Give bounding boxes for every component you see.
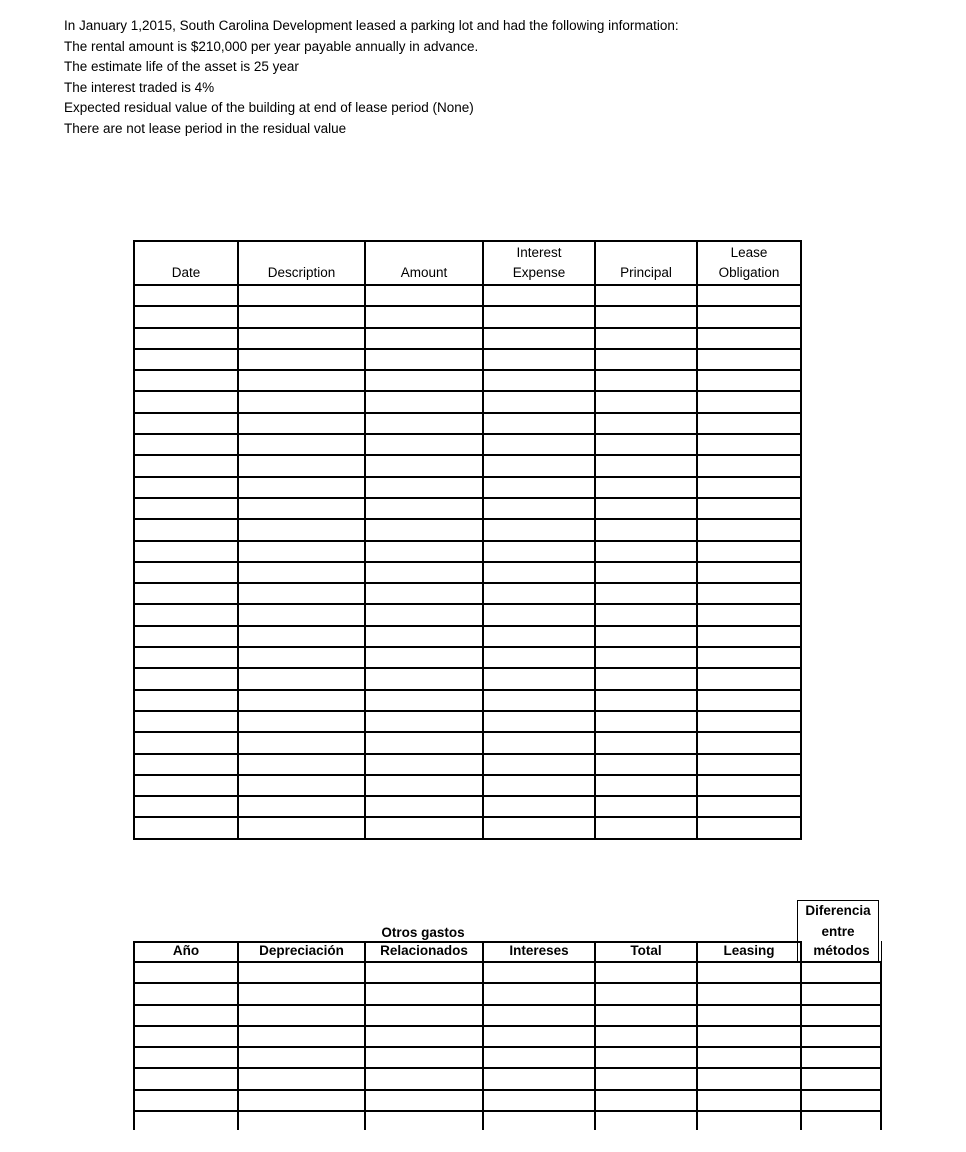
empty-cell[interactable]: [596, 520, 698, 541]
empty-cell[interactable]: [596, 307, 698, 328]
empty-cell[interactable]: [366, 984, 484, 1005]
table-row: [135, 414, 802, 435]
empty-cell[interactable]: [135, 584, 239, 605]
intro-line: The rental amount is $210,000 per year payable annually in advance.: [64, 38, 479, 54]
lease-table-header: [135, 242, 802, 286]
empty-cell[interactable]: [802, 984, 882, 1005]
empty-cell[interactable]: [366, 435, 484, 456]
empty-cell[interactable]: [366, 307, 484, 328]
problem-statement: [64, 16, 679, 140]
compare-table-header: [135, 941, 882, 963]
intro-line: In January 1,2015, South Carolina Development leased a parking lot and had the following information:: [64, 18, 679, 33]
empty-cell[interactable]: [698, 584, 802, 605]
empty-cell[interactable]: [596, 542, 698, 563]
empty-cell[interactable]: [484, 712, 596, 733]
empty-cell[interactable]: [698, 1006, 802, 1027]
empty-cell[interactable]: [484, 371, 596, 392]
empty-cell[interactable]: [596, 350, 698, 371]
empty-cell[interactable]: [239, 1048, 366, 1069]
empty-cell[interactable]: [596, 478, 698, 499]
table-row: [135, 963, 882, 984]
empty-cell[interactable]: [698, 286, 802, 307]
table-row: [135, 605, 802, 626]
empty-cell[interactable]: [366, 1006, 484, 1027]
empty-cell[interactable]: [366, 605, 484, 626]
empty-cell[interactable]: [484, 520, 596, 541]
empty-cell[interactable]: [596, 797, 698, 818]
empty-cell[interactable]: [366, 1048, 484, 1069]
empty-cell[interactable]: [366, 329, 484, 350]
table-row: [135, 1006, 882, 1027]
empty-cell[interactable]: [239, 648, 366, 669]
method-comparison-table: [133, 941, 882, 1130]
empty-cell[interactable]: [484, 414, 596, 435]
empty-cell[interactable]: [596, 776, 698, 797]
header-description: Description: [239, 242, 366, 286]
empty-cell[interactable]: [239, 605, 366, 626]
empty-cell[interactable]: [596, 1027, 698, 1048]
empty-cell[interactable]: [596, 963, 698, 984]
empty-cell[interactable]: [239, 350, 366, 371]
empty-cell[interactable]: [366, 584, 484, 605]
empty-cell[interactable]: [135, 605, 239, 626]
empty-cell[interactable]: [366, 797, 484, 818]
empty-cell[interactable]: [135, 712, 239, 733]
table-row: [135, 1027, 882, 1048]
empty-cell[interactable]: [135, 1069, 239, 1090]
empty-cell[interactable]: [484, 733, 596, 754]
empty-cell[interactable]: [239, 584, 366, 605]
empty-cell[interactable]: [698, 776, 802, 797]
empty-cell[interactable]: [698, 371, 802, 392]
empty-cell[interactable]: [698, 691, 802, 712]
header-depreciacion: Depreciación: [239, 941, 366, 963]
empty-cell[interactable]: [698, 1027, 802, 1048]
empty-cell[interactable]: [698, 963, 802, 984]
empty-cell[interactable]: [698, 329, 802, 350]
empty-cell[interactable]: [484, 499, 596, 520]
empty-cell[interactable]: [239, 1006, 366, 1027]
empty-cell[interactable]: [366, 350, 484, 371]
empty-cell[interactable]: [135, 984, 239, 1005]
empty-cell[interactable]: [484, 350, 596, 371]
empty-cell[interactable]: [239, 1027, 366, 1048]
empty-cell[interactable]: [366, 478, 484, 499]
empty-cell[interactable]: [802, 1006, 882, 1027]
empty-cell[interactable]: [239, 1112, 366, 1130]
table-row: [135, 371, 802, 392]
empty-cell[interactable]: [484, 329, 596, 350]
empty-cell[interactable]: [698, 435, 802, 456]
empty-cell[interactable]: [596, 605, 698, 626]
empty-cell[interactable]: [135, 1048, 239, 1069]
table-row: [135, 329, 802, 350]
empty-cell[interactable]: [484, 669, 596, 690]
empty-cell[interactable]: [596, 435, 698, 456]
empty-cell[interactable]: [239, 414, 366, 435]
empty-cell[interactable]: [239, 755, 366, 776]
empty-cell[interactable]: [366, 414, 484, 435]
empty-cell[interactable]: [698, 520, 802, 541]
empty-cell[interactable]: [596, 1006, 698, 1027]
table-row: [135, 542, 802, 563]
empty-cell[interactable]: [484, 648, 596, 669]
empty-cell[interactable]: [484, 776, 596, 797]
empty-cell[interactable]: [239, 1091, 366, 1112]
empty-cell[interactable]: [698, 627, 802, 648]
empty-cell[interactable]: [135, 733, 239, 754]
table-row: [135, 984, 882, 1005]
empty-cell[interactable]: [239, 392, 366, 413]
empty-cell[interactable]: [239, 435, 366, 456]
table-row: [135, 478, 802, 499]
empty-cell[interactable]: [596, 733, 698, 754]
empty-cell[interactable]: [135, 1006, 239, 1027]
intro-line: The estimate life of the asset is 25 year: [64, 59, 299, 75]
empty-cell[interactable]: [698, 307, 802, 328]
empty-cell[interactable]: [366, 755, 484, 776]
empty-cell[interactable]: [484, 627, 596, 648]
table-row: [135, 797, 802, 818]
empty-cell[interactable]: [484, 1006, 596, 1027]
empty-cell[interactable]: [366, 286, 484, 307]
empty-cell[interactable]: [239, 542, 366, 563]
empty-cell[interactable]: [135, 963, 239, 984]
empty-cell[interactable]: [596, 1069, 698, 1090]
empty-cell[interactable]: [698, 712, 802, 733]
empty-cell[interactable]: [698, 350, 802, 371]
empty-cell[interactable]: [135, 563, 239, 584]
header-intereses: Intereses: [484, 941, 596, 963]
empty-cell[interactable]: [484, 563, 596, 584]
empty-cell[interactable]: [698, 1069, 802, 1090]
empty-cell[interactable]: [239, 1069, 366, 1090]
empty-cell[interactable]: [239, 456, 366, 477]
table-row: [135, 392, 802, 413]
empty-cell[interactable]: [484, 286, 596, 307]
empty-cell[interactable]: [239, 818, 366, 839]
empty-cell[interactable]: [484, 1091, 596, 1112]
empty-cell[interactable]: [135, 329, 239, 350]
empty-cell[interactable]: [484, 542, 596, 563]
empty-cell[interactable]: [698, 1048, 802, 1069]
table-row: [135, 776, 802, 797]
empty-cell[interactable]: [135, 1091, 239, 1112]
empty-cell[interactable]: [596, 456, 698, 477]
header-amount: Amount: [366, 242, 484, 286]
empty-cell[interactable]: [135, 414, 239, 435]
empty-cell[interactable]: [484, 478, 596, 499]
empty-cell[interactable]: [484, 963, 596, 984]
empty-cell[interactable]: [596, 584, 698, 605]
intro-line: Expected residual value of the building at end of lease period (None): [64, 100, 474, 116]
table-row: [135, 627, 802, 648]
empty-cell[interactable]: [596, 499, 698, 520]
empty-cell[interactable]: [698, 818, 802, 839]
empty-cell[interactable]: [698, 563, 802, 584]
empty-cell[interactable]: [596, 371, 698, 392]
empty-cell[interactable]: [366, 1091, 484, 1112]
empty-cell[interactable]: [135, 542, 239, 563]
empty-cell[interactable]: [239, 371, 366, 392]
empty-cell[interactable]: [596, 329, 698, 350]
empty-cell[interactable]: [135, 307, 239, 328]
empty-cell[interactable]: [802, 1027, 882, 1048]
table-row: [135, 733, 802, 754]
table-row: [135, 1112, 882, 1130]
empty-cell[interactable]: [484, 1048, 596, 1069]
table-row: [135, 286, 802, 307]
empty-cell[interactable]: [135, 478, 239, 499]
empty-cell[interactable]: [484, 456, 596, 477]
empty-cell[interactable]: [484, 755, 596, 776]
empty-cell[interactable]: [596, 1091, 698, 1112]
empty-cell[interactable]: [239, 691, 366, 712]
empty-cell[interactable]: [484, 435, 596, 456]
table-row: [135, 435, 802, 456]
empty-cell[interactable]: [596, 691, 698, 712]
table-row: [135, 648, 802, 669]
empty-cell[interactable]: [596, 984, 698, 1005]
empty-cell[interactable]: [135, 286, 239, 307]
empty-cell[interactable]: [366, 712, 484, 733]
empty-cell[interactable]: [698, 669, 802, 690]
empty-cell[interactable]: [698, 797, 802, 818]
empty-cell[interactable]: [135, 392, 239, 413]
header-ano: Año: [135, 941, 239, 963]
empty-cell[interactable]: [596, 669, 698, 690]
empty-cell[interactable]: [366, 520, 484, 541]
empty-cell[interactable]: [135, 669, 239, 690]
empty-cell[interactable]: [135, 499, 239, 520]
empty-cell[interactable]: [366, 818, 484, 839]
empty-cell[interactable]: [239, 776, 366, 797]
header-total: Total: [596, 941, 698, 963]
lease-amortization-table: [133, 240, 802, 840]
header-diferencia-metodos: métodos: [802, 941, 882, 963]
empty-cell[interactable]: [596, 712, 698, 733]
empty-cell[interactable]: [366, 627, 484, 648]
diferencia-header: Diferencia entre: [797, 900, 879, 963]
table-row: [135, 584, 802, 605]
empty-cell[interactable]: [366, 1027, 484, 1048]
empty-cell[interactable]: [239, 627, 366, 648]
empty-cell[interactable]: [484, 307, 596, 328]
empty-cell[interactable]: [135, 1112, 239, 1130]
empty-cell[interactable]: [239, 669, 366, 690]
empty-cell[interactable]: [366, 392, 484, 413]
empty-cell[interactable]: [596, 755, 698, 776]
empty-cell[interactable]: [596, 1112, 698, 1130]
table-row: [135, 1091, 882, 1112]
header-principal: Principal: [596, 242, 698, 286]
empty-cell[interactable]: [698, 392, 802, 413]
empty-cell[interactable]: [135, 818, 239, 839]
empty-cell[interactable]: [239, 307, 366, 328]
empty-cell[interactable]: [484, 818, 596, 839]
header-interest-expense: Interest Expense: [484, 242, 596, 286]
empty-cell[interactable]: [135, 350, 239, 371]
table-row: [135, 456, 802, 477]
empty-cell[interactable]: [239, 478, 366, 499]
empty-cell[interactable]: [698, 478, 802, 499]
empty-cell[interactable]: [698, 1091, 802, 1112]
empty-cell[interactable]: [135, 648, 239, 669]
empty-cell[interactable]: [366, 776, 484, 797]
empty-cell[interactable]: [802, 1112, 882, 1130]
empty-cell[interactable]: [596, 627, 698, 648]
empty-cell[interactable]: [239, 797, 366, 818]
empty-cell[interactable]: [802, 963, 882, 984]
table-row: [135, 712, 802, 733]
empty-cell[interactable]: [698, 414, 802, 435]
empty-cell[interactable]: [366, 691, 484, 712]
table-row: [135, 563, 802, 584]
header-date: Date: [135, 242, 239, 286]
table-row: [135, 669, 802, 690]
empty-cell[interactable]: [239, 520, 366, 541]
empty-cell[interactable]: [596, 286, 698, 307]
empty-cell[interactable]: [596, 648, 698, 669]
empty-cell[interactable]: [484, 1027, 596, 1048]
empty-cell[interactable]: [239, 963, 366, 984]
empty-cell[interactable]: [596, 818, 698, 839]
empty-cell[interactable]: [135, 691, 239, 712]
empty-cell[interactable]: [484, 1112, 596, 1130]
empty-cell[interactable]: [239, 733, 366, 754]
empty-cell[interactable]: [596, 414, 698, 435]
empty-cell[interactable]: [239, 563, 366, 584]
empty-cell[interactable]: [698, 755, 802, 776]
table-row: [135, 350, 802, 371]
empty-cell[interactable]: [135, 1027, 239, 1048]
empty-cell[interactable]: [366, 563, 484, 584]
empty-cell[interactable]: [366, 499, 484, 520]
empty-cell[interactable]: [484, 605, 596, 626]
empty-cell[interactable]: [484, 797, 596, 818]
table-row: [135, 520, 802, 541]
table-row: [135, 755, 802, 776]
header-leasing: Leasing: [698, 941, 802, 963]
empty-cell[interactable]: [135, 776, 239, 797]
table-row: [135, 499, 802, 520]
empty-cell[interactable]: [484, 691, 596, 712]
empty-cell[interactable]: [698, 1112, 802, 1130]
empty-cell[interactable]: [698, 733, 802, 754]
table-row: [135, 1048, 882, 1069]
empty-cell[interactable]: [484, 584, 596, 605]
empty-cell[interactable]: [366, 1069, 484, 1090]
otros-gastos-header-line1: Otros gastos: [381, 925, 465, 940]
empty-cell[interactable]: [239, 499, 366, 520]
empty-cell[interactable]: [366, 456, 484, 477]
empty-cell[interactable]: [596, 1048, 698, 1069]
empty-cell[interactable]: [366, 1112, 484, 1130]
empty-cell[interactable]: [366, 733, 484, 754]
table-row: [135, 691, 802, 712]
empty-cell[interactable]: [366, 648, 484, 669]
table-row: [135, 307, 802, 328]
empty-cell[interactable]: [239, 712, 366, 733]
empty-cell[interactable]: [366, 669, 484, 690]
empty-cell[interactable]: [596, 563, 698, 584]
empty-cell[interactable]: [366, 371, 484, 392]
empty-cell[interactable]: [366, 542, 484, 563]
empty-cell[interactable]: [802, 1069, 882, 1090]
header-lease-obligation: Lease Obligation: [698, 242, 802, 286]
empty-cell[interactable]: [802, 1091, 882, 1112]
empty-cell[interactable]: [135, 627, 239, 648]
empty-cell[interactable]: [366, 963, 484, 984]
empty-cell[interactable]: [135, 520, 239, 541]
header-otros-gastos-relacionados: Relacionados: [366, 941, 484, 963]
empty-cell[interactable]: [239, 329, 366, 350]
empty-cell[interactable]: [698, 984, 802, 1005]
table-row: [135, 1069, 882, 1090]
empty-cell[interactable]: [484, 984, 596, 1005]
empty-cell[interactable]: [135, 456, 239, 477]
empty-cell[interactable]: [239, 984, 366, 1005]
intro-line: The interest traded is 4%: [64, 79, 215, 95]
empty-cell[interactable]: [802, 1048, 882, 1069]
intro-line: There are not lease period in the residual value: [64, 120, 347, 136]
empty-cell[interactable]: [484, 1069, 596, 1090]
empty-cell[interactable]: [135, 435, 239, 456]
table-row: [135, 818, 802, 839]
empty-cell[interactable]: [239, 286, 366, 307]
empty-cell[interactable]: [698, 542, 802, 563]
empty-cell[interactable]: [698, 648, 802, 669]
empty-cell[interactable]: [596, 392, 698, 413]
empty-cell[interactable]: [135, 797, 239, 818]
empty-cell[interactable]: [135, 371, 239, 392]
empty-cell[interactable]: [135, 755, 239, 776]
empty-cell[interactable]: [698, 456, 802, 477]
empty-cell[interactable]: [484, 392, 596, 413]
empty-cell[interactable]: [698, 499, 802, 520]
empty-cell[interactable]: [698, 605, 802, 626]
